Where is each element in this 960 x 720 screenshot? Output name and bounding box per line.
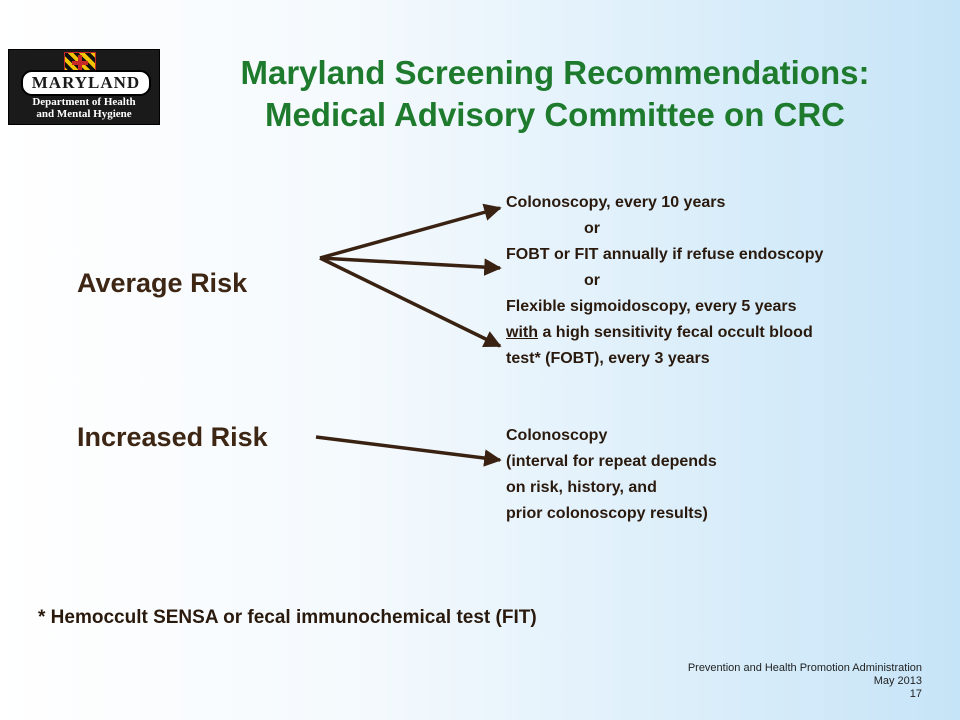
with-underlined: with [506, 324, 538, 341]
increased-option-colonoscopy: Colonoscopy [506, 427, 608, 444]
option-fobt-fit: FOBT or FIT annually if refuse endoscopy [506, 246, 824, 263]
footer-organization: Prevention and Health Promotion Administration [687, 662, 922, 674]
arrow-to-sigmoidoscopy [320, 258, 500, 346]
slide-title-line1: Maryland Screening Recommendations: [240, 54, 870, 91]
increased-option-risk-history: on risk, history, and [506, 479, 657, 496]
increased-option-prior-results: prior colonoscopy results) [506, 505, 708, 522]
average-risk-label: Average Risk [77, 268, 248, 298]
logo-department-line2: and Mental Hygiene [36, 108, 132, 120]
option-or-1: or [584, 220, 600, 237]
slide-footer [688, 662, 922, 701]
average-risk-options [506, 190, 823, 372]
option-sigmoidoscopy: Flexible sigmoidoscopy, every 5 years [506, 298, 797, 315]
slide-title-line2: Medical Advisory Committee on CRC [264, 96, 846, 133]
slide-number: 17 [909, 688, 922, 700]
arrow-to-colonoscopy [320, 208, 500, 258]
increased-risk-label: Increased Risk [77, 422, 268, 452]
option-or-2: or [584, 272, 600, 289]
footnote: * Hemoccult SENSA or fecal immunochemical test (FIT) [38, 607, 537, 628]
increased-risk-options [506, 423, 717, 527]
option-sigmoidoscopy-with [506, 320, 823, 346]
option-sigmoidoscopy-with-rest: a high sensitivity fecal occult blood [538, 324, 813, 341]
arrow-to-fobt-fit [320, 258, 500, 268]
footer-date: May 2013 [873, 675, 922, 687]
logo-department-line1: Department of Health [32, 96, 136, 108]
increased-option-interval: (interval for repeat depends [506, 453, 717, 470]
logo-state-name: MARYLAND [21, 70, 151, 96]
option-colonoscopy: Colonoscopy, every 10 years [506, 194, 726, 211]
arrow-increased-risk [316, 437, 500, 460]
option-fobt-interval: test* (FOBT), every 3 years [506, 350, 710, 367]
